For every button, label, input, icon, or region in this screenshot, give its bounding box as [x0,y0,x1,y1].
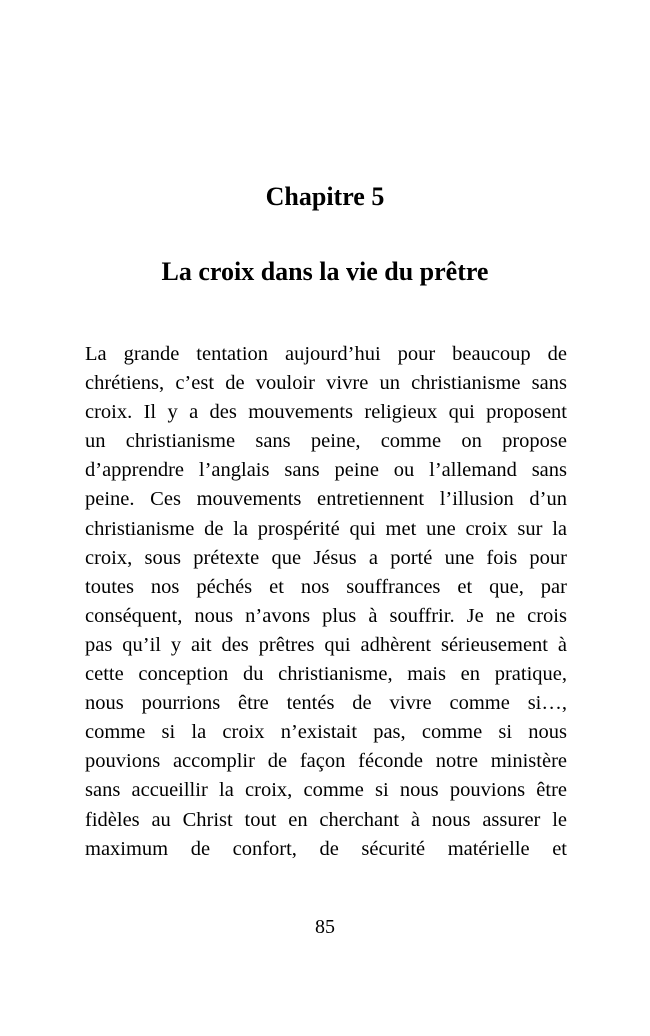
body-paragraph [85,340,567,864]
text-line: un christianisme sans peine, comme on propose [85,430,567,453]
text-line: La grande tentation aujourd’hui pour beaucoup de [85,343,567,365]
text-line: croix, sous prétexte que Jésus a porté une fois pour [85,546,567,569]
text-line: nous pourrions être tentés de vivre comme si…, [85,692,567,715]
text-line: sans accueillir la croix, comme si nous pouvions être [85,779,567,802]
chapter-title: La croix dans la vie du prêtre [161,257,489,286]
text-line: croix. Il y a des mouvements religieux qui proposent [85,401,567,424]
text-line: toutes nos péchés et nos souffrances et que, par [85,575,567,598]
text-line: comme si la croix n’existait pas, comme si nous [85,721,567,744]
text-line: cette conception du christianisme, mais en pratique, [85,663,567,686]
chapter-number: Chapitre 5 [265,182,385,211]
text-line: chrétiens, c’est de vouloir vivre un christianisme sans [85,372,567,395]
text-line: d’apprendre l’anglais sans peine ou l’allemand sans [85,459,567,482]
text-line: fidèles au Christ tout en cherchant à nous assurer le [85,808,567,831]
text-line: peine. Ces mouvements entretiennent l’illusion d’un [85,488,567,511]
text-line: christianisme de la prospérité qui met une croix sur la [85,517,567,540]
page-number: 85 [315,916,335,938]
text-line: pas qu’il y ait des prêtres qui adhèrent sérieusement à [85,633,567,656]
text-line: maximum de confort, de sécurité matérielle et [85,837,567,860]
text-line: pouvions accomplir de façon féconde notre ministère [85,750,567,773]
text-line: conséquent, nous n’avons plus à souffrir. Je ne crois [85,604,567,627]
